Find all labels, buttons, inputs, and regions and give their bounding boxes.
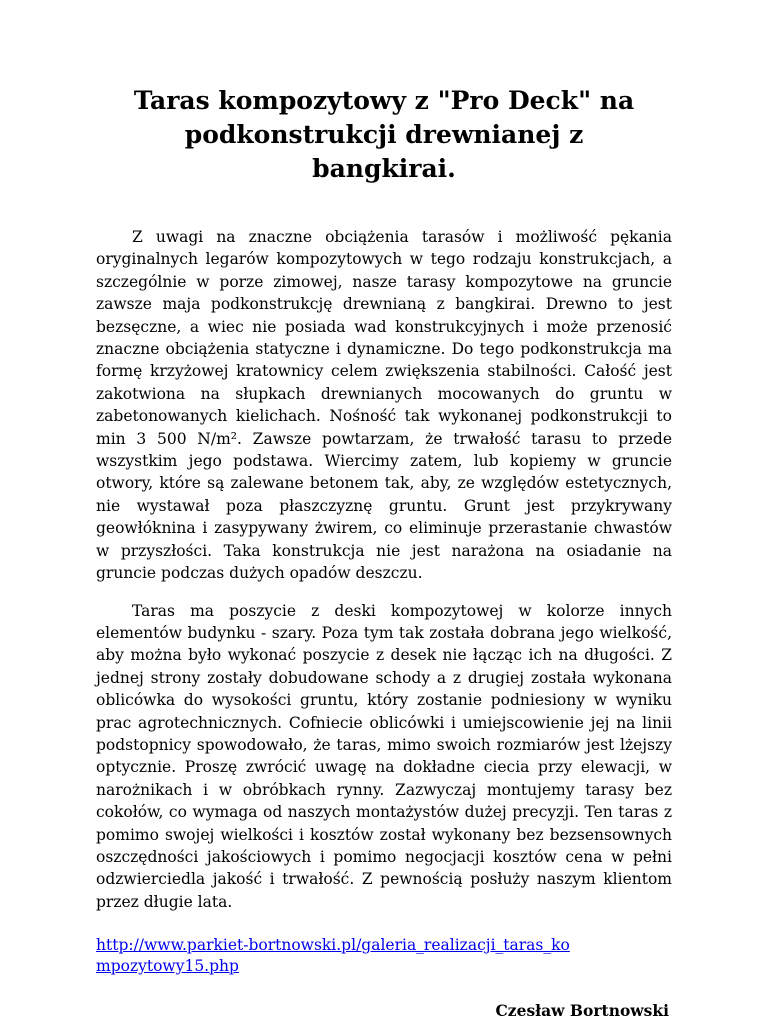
- gallery-link[interactable]: http://www.parkiet-bortnowski.pl/galeria_realizacji_taras_kompozytowy15.php: [96, 936, 570, 976]
- document-title: Taras kompozytowy z "Pro Deck" na podkonstrukcji drewnianej z bangkirai.: [133, 86, 635, 183]
- author-signature: Czesław Bortnowski: [495, 1001, 669, 1020]
- paragraph-decking: Taras ma poszycie z deski kompozytowej w kolorze innych elementów budynku - szary. Poza tym tak została dobrana jego wielkość, aby można było wykonać poszycie z desek nie łącząc ich na długości. Z jednej strony zostały dobudowane schody a z drugiej została wykonana oblicówka do wysokości gruntu, który zostanie podniesiony w wyniku prac agrotechnicznych. Cofniecie oblicówki i umiejscowienie jej na linii podstopnicy spowodowało, że taras, mimo swoich rozmiarów jest lżejszy optycznie. Proszę zwrócić uwagę na dokładne ciecia przy elewacji, w narożnikach i w obróbkach rynny. Zazwyczaj montujemy tarasy bez cokołów, co wymaga od naszych montażystów dużej precyzji. Ten taras z pomimo swojej wielkości i kosztów został wykonany bez bezsensownych oszczędności jakościowych i pomimo negocjacji kosztów cena w pełni odzwierciedla jakość i trwałość. Z pewnością posłuży naszym klientom przez długie lata.: [96, 601, 672, 911]
- paragraph-substructure: Z uwagi na znaczne obciążenia tarasów i możliwość pękania oryginalnych legarów kompozytowych w tego rodzaju konstrukcjach, a szczególnie w porze zimowej, nasze tarasy kompozytowe na gruncie zawsze maja podkonstrukcję drewnianą z bangkirai. Drewno to jest bezsęczne, a wiec nie posiada wad konstrukcyjnych i może przenosić znaczne obciążenia statyczne i dynamiczne. Do tego podkonstrukcja ma formę krzyżowej kratownicy celem zwiększenia stabilności. Całość jest zakotwiona na słupkach drewnianych mocowanych do gruntu w zabetonowanych kielichach. Nośność tak wykonanej podkonstrukcji to min 3 500 N/m². Zawsze powtarzam, że trwałość tarasu to przede wszystkim jego podstawa. Wiercimy zatem, lub kopiemy w gruncie otwory, które są zalewane betonem tak, aby, ze względów estetycznych, nie wystawał poza płaszczyznę gruntu. Grunt jest przykrywany geowłóknina i zasypywany żwirem, co eliminuje przerastanie chwastów w przyszłości. Taka konstrukcja nie jest narażona na osiadanie na gruncie podczas dużych opadów deszczu.: [96, 228, 672, 583]
